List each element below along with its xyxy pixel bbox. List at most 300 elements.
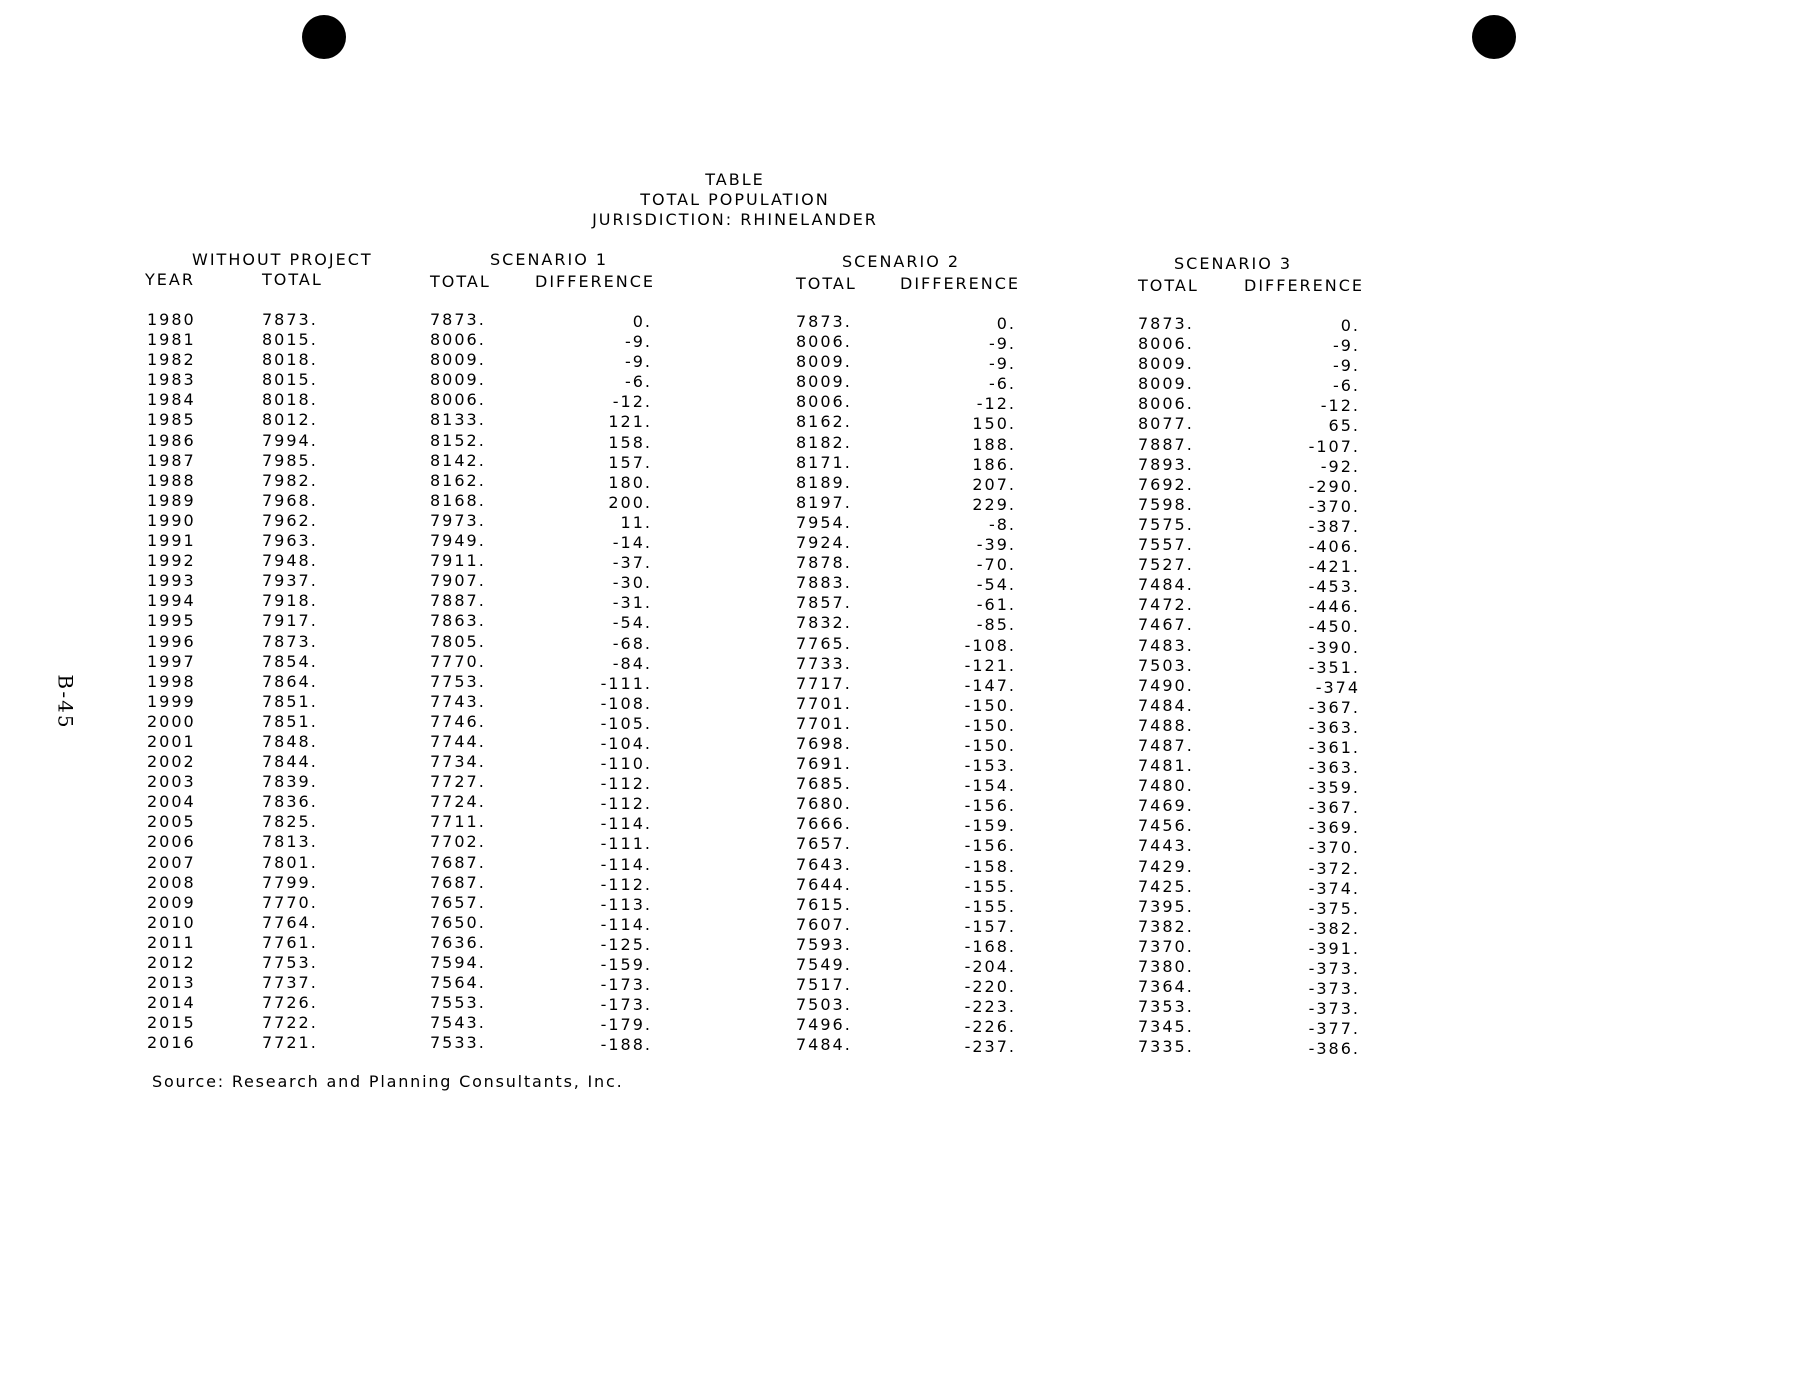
cell-year: 1990: [147, 510, 196, 530]
cell-s2-total: 7657.: [796, 834, 852, 854]
cell-s2-difference: -157.: [964, 916, 1016, 936]
cell-s3-total: 7484.: [1138, 695, 1194, 715]
cell-s2-total: 8182.: [796, 432, 852, 452]
cell-s3-difference: -374: [1315, 677, 1360, 697]
cell-s3-difference: -421.: [1308, 557, 1360, 577]
cell-s2-difference: -204.: [964, 957, 1016, 976]
cell-without-total: 7994.: [262, 430, 318, 450]
cell-s2-difference: -108.: [964, 635, 1016, 655]
cell-s2-difference: -150.: [964, 695, 1016, 715]
cell-s1-total: 8168.: [430, 490, 486, 510]
cell-s2-total: 8009.: [796, 372, 852, 392]
cell-s3-difference: -370.: [1308, 838, 1360, 858]
cell-s3-difference: -386.: [1308, 1039, 1360, 1059]
punch-hole-right: [1472, 15, 1516, 59]
cell-s3-difference: -359.: [1308, 778, 1360, 798]
column-s2-difference: [924, 314, 1016, 1057]
cell-s3-difference: -363.: [1308, 758, 1360, 778]
cell-s2-difference: -154.: [964, 776, 1016, 796]
cell-s2-total: 7484.: [796, 1035, 852, 1055]
cell-without-total: 7848.: [262, 731, 318, 751]
cell-without-total: 7937.: [262, 571, 318, 591]
cell-s1-difference: -9.: [624, 352, 652, 372]
cell-without-total: 7813.: [262, 832, 318, 852]
cell-s3-total: 7873.: [1138, 314, 1194, 333]
cell-without-total: 7770.: [262, 892, 318, 912]
cell-s1-difference: -113.: [600, 894, 652, 914]
cell-s2-total: 7883.: [796, 573, 852, 593]
cell-s1-difference: -114.: [600, 814, 652, 834]
cell-s1-total: 7636.: [430, 932, 486, 952]
cell-s3-total: 7370.: [1138, 936, 1194, 956]
cell-s2-difference: -8.: [988, 514, 1016, 534]
cell-s3-total: 7353.: [1138, 997, 1194, 1017]
cell-year: 2015: [147, 1013, 196, 1033]
cell-s2-difference: -223.: [964, 997, 1016, 1017]
cell-s3-difference: -406.: [1308, 537, 1360, 557]
column-s1-difference: [560, 312, 652, 1055]
cell-s1-difference: -159.: [600, 955, 652, 974]
cell-s1-total: 8006.: [430, 390, 486, 410]
cell-s1-total: 8009.: [430, 370, 486, 390]
cell-year: 2003: [147, 772, 196, 792]
cell-year: 2014: [147, 993, 196, 1013]
cell-s3-total: 7575.: [1138, 514, 1194, 534]
header-s2-difference: DIFFERENCE: [900, 274, 1021, 293]
cell-s2-total: 7503.: [796, 995, 852, 1015]
cell-s2-total: 7698.: [796, 733, 852, 753]
cell-without-total: 7799.: [262, 872, 318, 892]
cell-s2-total: 8009.: [796, 352, 852, 372]
cell-s2-total: 7607.: [796, 914, 852, 934]
cell-s2-difference: -70.: [976, 555, 1016, 575]
cell-s1-difference: -112.: [600, 774, 652, 794]
cell-year: 2010: [147, 912, 196, 932]
header-without-project: WITHOUT PROJECT: [192, 250, 373, 269]
cell-without-total: 7873.: [262, 631, 318, 651]
cell-s1-total: 7543.: [430, 1013, 486, 1033]
cell-s3-total: 8006.: [1138, 334, 1194, 354]
header-scenario-1: SCENARIO 1: [490, 250, 609, 269]
cell-s1-difference: -114.: [600, 914, 652, 934]
cell-s2-total: 7593.: [796, 934, 852, 954]
cell-s3-difference: -377.: [1308, 1019, 1360, 1039]
cell-without-total: 7844.: [262, 752, 318, 772]
cell-s2-difference: -9.: [988, 334, 1016, 354]
cell-s2-difference: -158.: [964, 856, 1016, 876]
cell-s1-total: 7553.: [430, 993, 486, 1013]
cell-s2-total: 7517.: [796, 975, 852, 995]
cell-s3-total: 7481.: [1138, 756, 1194, 776]
cell-without-total: 7864.: [262, 671, 318, 691]
cell-s3-total: 8009.: [1138, 354, 1194, 374]
jurisdiction-label: JURISDICTION: RHINELANDER: [592, 210, 878, 229]
cell-s3-total: 7557.: [1138, 535, 1194, 555]
cell-s1-total: 8152.: [430, 430, 486, 450]
cell-s3-difference: -373.: [1308, 999, 1360, 1019]
cell-s1-difference: -30.: [612, 573, 652, 593]
cell-s1-total: 7533.: [430, 1033, 486, 1053]
cell-year: 2000: [147, 711, 196, 731]
cell-s3-difference: 65.: [1328, 416, 1360, 436]
cell-s2-total: 7643.: [796, 854, 852, 874]
cell-s2-total: 8197.: [796, 492, 852, 512]
cell-s1-difference: -110.: [600, 754, 652, 774]
cell-s1-difference: -179.: [600, 1015, 652, 1035]
cell-s3-difference: -453.: [1308, 577, 1360, 597]
cell-s3-difference: -372.: [1308, 858, 1360, 878]
cell-s3-total: 7335.: [1138, 1037, 1194, 1057]
cell-s1-difference: -104.: [600, 733, 652, 753]
cell-without-total: 7985.: [262, 450, 318, 470]
header-s3-difference: DIFFERENCE: [1244, 276, 1365, 295]
cell-s3-total: 7345.: [1138, 1017, 1194, 1037]
cell-s2-total: 7701.: [796, 693, 852, 713]
cell-year: 2006: [147, 832, 196, 852]
cell-s3-total: 7395.: [1138, 896, 1194, 916]
cell-year: 2004: [147, 792, 196, 812]
cell-without-total: 7963.: [262, 531, 318, 551]
cell-year: 2002: [147, 752, 196, 772]
cell-year: 1996: [147, 631, 196, 651]
cell-s1-total: 8162.: [430, 470, 486, 490]
header-without-total: TOTAL: [262, 270, 323, 289]
cell-s2-difference: -155.: [964, 876, 1016, 896]
source-note: Source: Research and Planning Consultants, Inc.: [152, 1072, 624, 1091]
cell-s3-difference: -373.: [1308, 979, 1360, 999]
cell-s3-difference: -387.: [1308, 516, 1360, 536]
cell-s1-difference: -188.: [600, 1035, 652, 1055]
page-number: B-45: [53, 674, 78, 730]
cell-s3-total: 7893.: [1138, 454, 1194, 474]
cell-without-total: 7726.: [262, 993, 318, 1013]
cell-s2-difference: -147.: [964, 675, 1016, 695]
cell-without-total: 7825.: [262, 812, 318, 832]
cell-year: 2009: [147, 892, 196, 912]
cell-year: 1995: [147, 611, 196, 631]
cell-s1-difference: -37.: [612, 553, 652, 573]
cell-s3-difference: -107.: [1308, 436, 1360, 456]
cell-s1-difference: 157.: [608, 452, 652, 472]
cell-s1-difference: 200.: [608, 492, 652, 512]
cell-s3-difference: -382.: [1308, 918, 1360, 938]
cell-s1-difference: -9.: [624, 332, 652, 352]
cell-s2-difference: -150.: [964, 735, 1016, 755]
column-s2-total: [796, 312, 852, 1055]
cell-s2-difference: -12.: [976, 394, 1016, 414]
cell-s2-total: 7765.: [796, 633, 852, 653]
cell-s3-total: 7484.: [1138, 575, 1194, 595]
cell-s2-total: 7954.: [796, 512, 852, 532]
cell-year: 1985: [147, 410, 196, 430]
cell-without-total: 7851.: [262, 711, 318, 731]
cell-s1-total: 7873.: [430, 310, 486, 329]
cell-s1-total: 7744.: [430, 731, 486, 751]
cell-s3-difference: -450.: [1308, 617, 1360, 637]
cell-year: 1980: [147, 310, 196, 329]
header-s1-total: TOTAL: [430, 272, 491, 291]
cell-s1-total: 7911.: [430, 551, 486, 571]
column-s3-total: [1138, 314, 1194, 1057]
cell-s1-total: 7734.: [430, 752, 486, 772]
cell-s1-difference: -31.: [612, 593, 652, 613]
cell-s3-difference: -369.: [1308, 818, 1360, 838]
cell-s3-total: 7503.: [1138, 655, 1194, 675]
cell-s1-total: 7887.: [430, 591, 486, 611]
cell-s2-total: 7733.: [796, 653, 852, 673]
cell-s2-total: 7644.: [796, 874, 852, 894]
cell-s1-total: 7863.: [430, 611, 486, 631]
cell-year: 2001: [147, 731, 196, 751]
cell-s1-total: 7657.: [430, 892, 486, 912]
cell-without-total: 7854.: [262, 651, 318, 671]
cell-s1-difference: -125.: [600, 934, 652, 954]
cell-s2-difference: -237.: [964, 1037, 1016, 1057]
cell-s2-difference: -61.: [976, 595, 1016, 615]
table-title: TABLE: [705, 170, 765, 189]
cell-s1-total: 7564.: [430, 973, 486, 993]
cell-s2-total: 7878.: [796, 553, 852, 573]
cell-s3-difference: -6.: [1332, 376, 1360, 396]
cell-s2-total: 7615.: [796, 894, 852, 914]
cell-s2-total: 7496.: [796, 1015, 852, 1035]
cell-year: 1993: [147, 571, 196, 591]
cell-s1-total: 7594.: [430, 953, 486, 972]
cell-s2-total: 7685.: [796, 774, 852, 794]
cell-s1-difference: 158.: [608, 432, 652, 452]
cell-s2-difference: -121.: [964, 655, 1016, 675]
cell-s3-total: 7598.: [1138, 494, 1194, 514]
cell-s3-difference: -367.: [1308, 697, 1360, 717]
cell-s1-total: 7973.: [430, 510, 486, 530]
cell-s3-difference: -391.: [1308, 938, 1360, 958]
cell-s1-total: 8133.: [430, 410, 486, 430]
cell-s1-total: 7702.: [430, 832, 486, 852]
cell-s2-difference: -156.: [964, 796, 1016, 816]
cell-s1-total: 7805.: [430, 631, 486, 651]
cell-s3-difference: -375.: [1308, 898, 1360, 918]
table-subtitle: TOTAL POPULATION: [640, 190, 830, 209]
cell-s2-total: 7680.: [796, 794, 852, 814]
cell-without-total: 8018.: [262, 390, 318, 410]
cell-without-total: 7948.: [262, 551, 318, 571]
cell-s3-total: 7469.: [1138, 796, 1194, 816]
cell-without-total: 7968.: [262, 490, 318, 510]
cell-s3-total: 7380.: [1138, 957, 1194, 976]
cell-year: 1982: [147, 350, 196, 370]
cell-s3-difference: -390.: [1308, 637, 1360, 657]
cell-s2-difference: -220.: [964, 977, 1016, 997]
cell-s1-difference: -68.: [612, 633, 652, 653]
cell-s1-difference: -173.: [600, 975, 652, 995]
cell-without-total: 7851.: [262, 691, 318, 711]
cell-s1-difference: -54.: [612, 613, 652, 633]
cell-without-total: 7722.: [262, 1013, 318, 1033]
cell-s2-total: 7701.: [796, 713, 852, 733]
cell-s1-difference: 0.: [632, 312, 652, 331]
cell-without-total: 7801.: [262, 852, 318, 872]
header-s1-difference: DIFFERENCE: [535, 272, 656, 291]
cell-s3-total: 7429.: [1138, 856, 1194, 876]
cell-s2-total: 7857.: [796, 593, 852, 613]
cell-s3-total: 7490.: [1138, 675, 1194, 695]
cell-year: 2011: [147, 932, 196, 952]
cell-year: 1987: [147, 450, 196, 470]
cell-s1-difference: -105.: [600, 713, 652, 733]
cell-without-total: 7839.: [262, 772, 318, 792]
cell-s3-difference: -373.: [1308, 959, 1360, 978]
cell-s2-difference: -9.: [988, 354, 1016, 374]
cell-s2-difference: -54.: [976, 575, 1016, 595]
cell-s2-difference: -156.: [964, 836, 1016, 856]
cell-without-total: 8012.: [262, 410, 318, 430]
cell-s2-difference: 229.: [972, 494, 1016, 514]
cell-year: 1994: [147, 591, 196, 611]
cell-s1-difference: -108.: [600, 693, 652, 713]
cell-without-total: 7764.: [262, 912, 318, 932]
cell-s1-difference: -114.: [600, 854, 652, 874]
cell-s3-difference: -92.: [1320, 456, 1360, 476]
cell-s2-difference: -39.: [976, 535, 1016, 555]
cell-s1-difference: 11.: [620, 512, 652, 532]
cell-s2-difference: 207.: [972, 474, 1016, 494]
cell-s2-total: 7873.: [796, 312, 852, 331]
cell-without-total: 7761.: [262, 932, 318, 952]
cell-s1-difference: 180.: [608, 472, 652, 492]
cell-s1-total: 7753.: [430, 671, 486, 691]
cell-s2-difference: 150.: [972, 414, 1016, 434]
cell-s2-difference: -6.: [988, 374, 1016, 394]
cell-without-total: 7836.: [262, 792, 318, 812]
cell-s3-total: 7887.: [1138, 434, 1194, 454]
cell-s1-total: 7724.: [430, 792, 486, 812]
cell-s1-difference: -14.: [612, 533, 652, 553]
cell-s3-difference: -363.: [1308, 717, 1360, 737]
cell-s3-total: 7527.: [1138, 555, 1194, 575]
column-s1-total: [430, 310, 486, 1053]
cell-s1-difference: -173.: [600, 995, 652, 1015]
header-s2-total: TOTAL: [796, 274, 857, 293]
cell-year: 2007: [147, 852, 196, 872]
cell-s3-total: 7467.: [1138, 615, 1194, 635]
cell-s1-total: 7770.: [430, 651, 486, 671]
cell-s1-difference: -112.: [600, 794, 652, 814]
cell-year: 2013: [147, 973, 196, 993]
cell-s3-difference: -12.: [1320, 396, 1360, 416]
cell-s2-total: 7666.: [796, 814, 852, 834]
cell-s1-total: 7711.: [430, 812, 486, 832]
cell-year: 1991: [147, 531, 196, 551]
cell-s2-total: 8006.: [796, 332, 852, 352]
cell-s3-difference: -374.: [1308, 878, 1360, 898]
cell-s1-total: 7746.: [430, 711, 486, 731]
cell-s3-total: 7425.: [1138, 876, 1194, 896]
cell-without-total: 7737.: [262, 973, 318, 993]
cell-s3-total: 7483.: [1138, 635, 1194, 655]
cell-s1-total: 7650.: [430, 912, 486, 932]
header-year: YEAR: [145, 270, 195, 289]
cell-s1-total: 8009.: [430, 350, 486, 370]
cell-year: 2012: [147, 953, 196, 972]
cell-s1-total: 8142.: [430, 450, 486, 470]
cell-s2-difference: -150.: [964, 715, 1016, 735]
cell-s3-total: 8009.: [1138, 374, 1194, 394]
header-s3-total: TOTAL: [1138, 276, 1199, 295]
cell-s3-total: 7456.: [1138, 816, 1194, 836]
cell-s3-difference: -290.: [1308, 476, 1360, 496]
cell-s3-difference: -9.: [1332, 356, 1360, 376]
cell-s2-total: 8162.: [796, 412, 852, 432]
cell-s3-total: 7692.: [1138, 474, 1194, 494]
cell-s1-total: 7743.: [430, 691, 486, 711]
cell-s2-total: 7549.: [796, 955, 852, 974]
cell-s2-total: 7717.: [796, 673, 852, 693]
cell-s2-total: 8189.: [796, 472, 852, 492]
cell-year: 1997: [147, 651, 196, 671]
cell-year: 1989: [147, 490, 196, 510]
cell-s3-total: 7488.: [1138, 715, 1194, 735]
cell-without-total: 7753.: [262, 953, 318, 972]
cell-s2-difference: -85.: [976, 615, 1016, 635]
cell-year: 2016: [147, 1033, 196, 1053]
cell-s1-difference: -84.: [612, 653, 652, 673]
cell-without-total: 7873.: [262, 310, 318, 329]
cell-year: 1981: [147, 330, 196, 350]
cell-s2-difference: 188.: [972, 434, 1016, 454]
header-scenario-2: SCENARIO 2: [842, 252, 961, 271]
cell-s3-difference: -361.: [1308, 737, 1360, 757]
cell-s1-total: 7949.: [430, 531, 486, 551]
cell-without-total: 8015.: [262, 330, 318, 350]
cell-s3-difference: -9.: [1332, 336, 1360, 356]
cell-s3-total: 7382.: [1138, 916, 1194, 936]
cell-s3-total: 7487.: [1138, 735, 1194, 755]
cell-s1-total: 7687.: [430, 872, 486, 892]
column-s3-difference: [1268, 316, 1360, 1059]
cell-year: 1998: [147, 671, 196, 691]
cell-year: 2008: [147, 872, 196, 892]
cell-year: 1983: [147, 370, 196, 390]
cell-s2-difference: -155.: [964, 896, 1016, 916]
cell-year: 1999: [147, 691, 196, 711]
cell-s1-total: 8006.: [430, 330, 486, 350]
cell-s1-total: 7907.: [430, 571, 486, 591]
cell-s2-difference: -226.: [964, 1017, 1016, 1037]
cell-without-total: 8018.: [262, 350, 318, 370]
cell-without-total: 7917.: [262, 611, 318, 631]
column-year: [147, 310, 196, 1053]
cell-s3-difference: -351.: [1308, 657, 1360, 677]
cell-without-total: 7982.: [262, 470, 318, 490]
cell-s1-difference: -6.: [624, 372, 652, 392]
cell-s3-total: 7480.: [1138, 776, 1194, 796]
cell-s1-difference: -111.: [600, 834, 652, 854]
cell-s2-difference: 186.: [972, 454, 1016, 474]
cell-s2-difference: -159.: [964, 816, 1016, 836]
cell-s3-total: 7364.: [1138, 977, 1194, 997]
cell-s3-total: 8077.: [1138, 414, 1194, 434]
cell-s2-total: 7832.: [796, 613, 852, 633]
cell-s3-difference: -367.: [1308, 798, 1360, 818]
cell-s3-difference: 0.: [1340, 316, 1360, 335]
cell-s1-total: 7687.: [430, 852, 486, 872]
cell-year: 2005: [147, 812, 196, 832]
cell-s1-difference: -112.: [600, 874, 652, 894]
cell-without-total: 8015.: [262, 370, 318, 390]
cell-without-total: 7918.: [262, 591, 318, 611]
cell-s1-difference: -12.: [612, 392, 652, 412]
cell-s1-total: 7727.: [430, 772, 486, 792]
